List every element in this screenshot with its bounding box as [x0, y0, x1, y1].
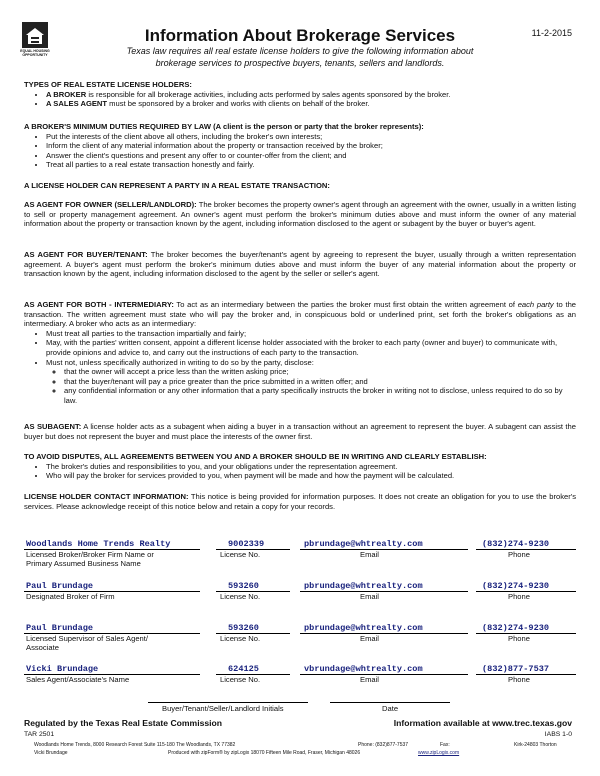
email-label: Email: [360, 592, 379, 601]
intermediary-heading: AS AGENT FOR BOTH - INTERMEDIARY:: [24, 300, 174, 309]
license-label: License No.: [220, 550, 261, 559]
represent-heading: A LICENSE HOLDER CAN REPRESENT A PARTY IN A REAL ESTATE TRANSACTION:: [24, 181, 330, 190]
zipform-produced: Produced with zipForm® by zipLogix 18070 Fifteen Mile Road, Fraser, Michigan 48026: [168, 750, 361, 756]
row-name-label: Sales Agent/Associate's Name: [26, 675, 130, 684]
phone-label: Phone: [508, 634, 530, 643]
list-item: • Treat all parties to a real estate transaction honestly and fairly.: [46, 160, 576, 170]
footer-fax: Fax:: [440, 742, 450, 748]
date-label: Date: [382, 704, 399, 713]
email-field[interactable]: pbrundage@whtrealty.com: [304, 581, 423, 591]
owner-heading: AS AGENT FOR OWNER (SELLER/LANDLORD):: [24, 200, 197, 209]
license-field[interactable]: 624125: [228, 664, 259, 674]
email-label: Email: [360, 550, 379, 559]
initials-line[interactable]: [148, 702, 308, 703]
row-name-label: Designated Broker of Firm: [26, 592, 115, 601]
disputes-heading: TO AVOID DISPUTES, ALL AGREEMENTS BETWEEN YOU AND A BROKER SHOULD BE IN WRITING AND CLEARLY ESTABLISH:: [24, 452, 487, 461]
phone-label: Phone: [508, 675, 530, 684]
phone-field[interactable]: (832)877-7537: [482, 664, 550, 674]
list-item: • The broker's duties and responsibilities to you, and your obligations under the representation agreement.: [46, 462, 576, 472]
regulated-text: Regulated by the Texas Real Estate Commission: [24, 718, 223, 728]
sales-agent-field[interactable]: Vicki Brundage: [26, 664, 99, 674]
email-field[interactable]: vbrundage@whtrealty.com: [304, 664, 423, 674]
owner-section: [24, 200, 576, 229]
date-line[interactable]: [330, 702, 450, 703]
list-item: • Must treat all parties to the transaction impartially and fairly;: [46, 329, 576, 339]
footer-vicki: Vicki Brundage: [34, 750, 68, 756]
license-field[interactable]: 9002339: [228, 539, 265, 549]
footer-kirk: Kirk-24803 Thorton: [514, 742, 557, 748]
form-date: 11-2-2015: [531, 28, 572, 38]
firm-address: Woodlands Home Trends, 8000 Research Forest Suite 115-180 The Woodlands, TX 77382: [34, 742, 236, 748]
disputes-section: [24, 452, 576, 481]
page-subtitle: [60, 45, 540, 69]
sub-list-item: ◦ that the buyer/tenant will pay a price greater than the price submitted in a written offer; and: [64, 377, 576, 387]
list-item: • Must not, unless specifically authorized in writing to do so by the party, disclose: ◦ that the owner will accept a price less than the written asking price; ◦ that the buyer/tenant will pay a price greater than the price submitted in a written offer; and ◦ any confidential information or any other information that a party specifically instructs the broker in writing not to disclose, unless required to do so by law.: [46, 358, 576, 406]
iabs-label: IABS 1-0: [544, 731, 572, 738]
phone-field[interactable]: (832)274-9230: [482, 623, 550, 633]
designated-broker-field[interactable]: Paul Brundage: [26, 581, 94, 591]
license-field[interactable]: 593260: [228, 623, 259, 633]
license-field[interactable]: 593260: [228, 581, 259, 591]
subagent-section: [24, 422, 576, 441]
supervisor-field[interactable]: Paul Brundage: [26, 623, 94, 633]
types-section: [24, 80, 576, 109]
types-heading: TYPES OF REAL ESTATE LICENSE HOLDERS:: [24, 80, 192, 89]
phone-field[interactable]: (832)274-9230: [482, 539, 550, 549]
phone-label: Phone: [508, 550, 530, 559]
intermediary-section: AS AGENT FOR BOTH - INTERMEDIARY: To act as an intermediary between the parties the broker must first obtain the written agreement of each party to the transaction. The written agreement must state who will pay the broker and, in conspicuous bold or underlined print, set forth the broker's obligations as an intermediary. A broker who acts as an intermediary: • Must treat all parties to the transaction impartially and fairly; • May, with the parties' written consent, appoint a different license holder associated with the broker to each party (owner and buyer) to communicate with, provide opinions and advice to, and carry out the instructions of each party to the transaction. • Must not, unless specifically authorized in writing to do so by the party, disclose: ◦ that the owner will accept a price less than the written asking price; ◦ that the buyer/tenant will pay a price greater than the price submitted in a written offer; and ◦ any confidential information or any other information that a party specifically instructs the broker in writing not to disclose, unless required to do so by law.: [24, 300, 576, 406]
list-item: • Answer the client's questions and present any offer to or counter-offer from the client; and: [46, 151, 576, 161]
email-field[interactable]: pbrundage@whtrealty.com: [304, 539, 423, 549]
trec-info-link[interactable]: Information available at www.trec.texas.gov: [393, 718, 572, 728]
page-title: Information About Brokerage Services: [144, 26, 456, 45]
ziplogix-link[interactable]: www.zipLogix.com: [418, 750, 460, 756]
owner-text: The broker becomes the property owner's agent through an agreement with the owner, usually in a written listing to sell or property management agreement. An owner's agent must perform the broker's minimum duties above and must inform the owner of any material information about the property or transaction known by the agent, including information disclosed to the agent or subagent by the buyer or buyer's agent.: [24, 200, 576, 229]
list-item: • Inform the client of any material information about the property or transaction received by the broker;: [46, 141, 576, 151]
license-label: License No.: [220, 675, 261, 684]
logo-text: EQUAL HOUSING OPPORTUNITY: [20, 49, 50, 57]
subagent-heading: AS SUBAGENT:: [24, 422, 82, 431]
list-item: • A SALES AGENT must be sponsored by a broker and works with clients on behalf of the broker.: [46, 99, 576, 109]
subtitle-line-1: Texas law requires all real estate license holders to give the following information about: [126, 46, 474, 56]
contact-text: This notice is being provided for information purposes. It does not create an obligation for you to use the broker's services. Please acknowledge receipt of this notice below and retain a copy for your records.: [24, 492, 576, 511]
phone-field[interactable]: (832)274-9230: [482, 581, 550, 591]
broker-name-field[interactable]: Woodlands Home Trends Realty: [26, 539, 171, 549]
subtitle-line-2: brokerage services to prospective buyers, tenants, sellers and landlords.: [155, 58, 445, 68]
row-name-label: Licensed Broker/Broker Firm Name or Primary Assumed Business Name: [26, 550, 154, 568]
email-label: Email: [360, 675, 379, 684]
buyer-section: [24, 250, 576, 279]
sub-list-item: ◦ that the owner will accept a price less than the written asking price;: [64, 367, 576, 377]
row-name-label: Licensed Supervisor of Sales Agent/ Associate: [26, 634, 148, 652]
phone-label: Phone: [508, 592, 530, 601]
buyer-heading: AS AGENT FOR BUYER/TENANT:: [24, 250, 148, 259]
license-label: License No.: [220, 634, 261, 643]
footer-phone: Phone: (832)877-7537: [358, 742, 409, 748]
license-label: License No.: [220, 592, 261, 601]
email-field[interactable]: pbrundage@whtrealty.com: [304, 623, 423, 633]
duties-section: [24, 122, 576, 170]
list-item: • A BROKER is responsible for all brokerage activities, including acts performed by sales agents sponsored by the broker.: [46, 90, 576, 100]
contact-section: [24, 492, 576, 511]
list-item: • Who will pay the broker for services provided to you, when payment will be made and how the payment will be calculated.: [46, 471, 576, 481]
initials-label: Buyer/Tenant/Seller/Landlord Initials: [162, 704, 284, 713]
sub-list-item: ◦ any confidential information or any other information that a party specifically instructs the broker in writing not to disclose, unless required to do so by law.: [64, 386, 576, 405]
email-label: Email: [360, 634, 379, 643]
contact-heading: LICENSE HOLDER CONTACT INFORMATION:: [24, 492, 189, 501]
list-item: • May, with the parties' written consent, appoint a different license holder associated with the broker to each party (owner and buyer) to communicate with, provide opinions and advice to, and carry out the instructions of each party to the transaction.: [46, 338, 576, 357]
subagent-text: A license holder acts as a subagent when aiding a buyer in a transaction without an agreement to represent the buyer. A subagent can assist the buyer but does not represent the buyer and must place the interests of the owner first.: [24, 422, 576, 441]
duties-heading: A BROKER'S MINIMUM DUTIES REQUIRED BY LAW (A client is the person or party that the broker represents):: [24, 122, 424, 131]
list-item: • Put the interests of the client above all others, including the broker's own interests;: [46, 132, 576, 142]
tar-label: TAR 2501: [24, 731, 55, 738]
buyer-text: The broker becomes the buyer/tenant's agent by agreeing to represent the buyer, usually through a written representation agreement. A buyer's agent must perform the broker's minimum duties above and must inform the buyer of any material information about the property or transaction known by the agent, including information disclosed to the agent by the seller or seller's agent.: [24, 250, 576, 279]
